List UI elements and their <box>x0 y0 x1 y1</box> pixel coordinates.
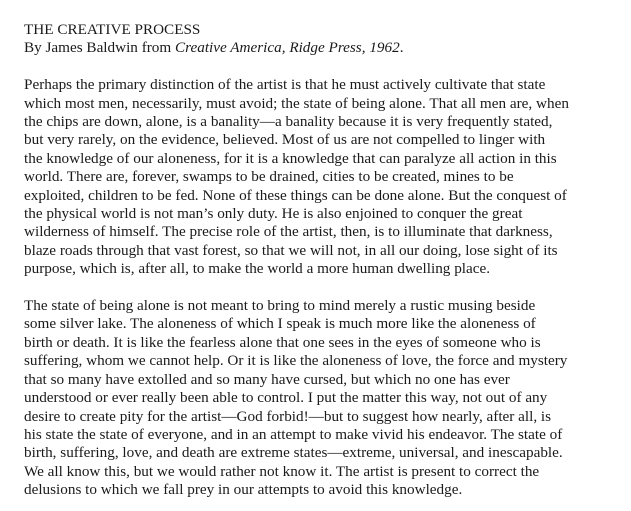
paragraph-line: blaze roads through that vast forest, so that we will not, in all our doing, lose sight of its <box>24 241 558 259</box>
paragraph-line: which most men, necessarily, must avoid; the state of being alone. That all men are, when <box>24 94 569 112</box>
paragraph-line: the physical world is not man’s only duty. He is also enjoined to conquer the great <box>24 205 523 223</box>
paragraph-line: birth, suffering, love, and death are extreme states—extreme, universal, and inescapable. <box>24 444 563 462</box>
paragraph-1 <box>24 76 624 278</box>
paragraph-line: the knowledge of our aloneness, for it is a knowledge that can paralyze all action in this <box>24 149 557 167</box>
paragraph-line: the chips are down, alone, is a banality—a banality because it is very frequently stated, <box>24 113 553 131</box>
paragraph-line: understood or ever really been able to control. I put the matter this way, not out of any <box>24 389 548 407</box>
paragraph-line: We all know this, but we would rather not know it. The artist is present to correct the <box>24 462 540 480</box>
byline <box>24 39 624 57</box>
paragraph-line: Perhaps the primary distinction of the artist is that he must actively cultivate that state <box>24 76 546 94</box>
paragraph-line: that so many have extolled and so many have cursed, but which no one has ever <box>24 370 510 388</box>
paragraph-gap <box>24 58 624 76</box>
paragraph-gap <box>24 279 624 297</box>
paragraph-line: The state of being alone is not meant to bring to mind merely a rustic musing beside <box>24 297 536 315</box>
byline-suffix: . <box>399 39 404 57</box>
paragraph-line: exploited, children to be fed. None of these things can be done alone. But the conquest of <box>24 186 567 204</box>
paragraph-line: delusions to which we fall prey in our attempts to avoid this knowledge. <box>24 481 463 499</box>
paragraph-line: suffering, whom we cannot help. Or it is like the aloneness of love, the force and mystery <box>24 352 568 370</box>
paragraph-line: wilderness of himself. The precise role of the artist, then, is to illuminate that darkness, <box>24 223 553 241</box>
paragraph-2 <box>24 297 624 499</box>
paragraph-line: purpose, which is, after all, to make the world a more human dwelling place. <box>24 260 491 278</box>
paragraph-line: but very rarely, on the evidence, believed. Most of us are not compelled to linger with <box>24 131 546 149</box>
paragraph-line: world. There are, forever, swamps to be drained, cities to be created, mines to be <box>24 168 514 186</box>
paragraph-line: his state the state of everyone, and in an attempt to make vivid his endeavor. The state of <box>24 425 563 443</box>
source-title: Creative America, Ridge Press, 1962 <box>175 39 400 57</box>
document-body <box>24 21 624 500</box>
paragraph-line: birth or death. It is like the fearless alone that one sees in the eyes of someone who is <box>24 333 541 351</box>
paragraph-line: desire to create pity for the artist—God forbid!—but to suggest how nearly, after all, is <box>24 407 552 425</box>
paragraph-line: some silver lake. The aloneness of which I speak is much more like the aloneness of <box>24 315 536 333</box>
byline-prefix: By James Baldwin from <box>24 39 176 57</box>
document-title: THE CREATIVE PROCESS <box>24 21 201 38</box>
